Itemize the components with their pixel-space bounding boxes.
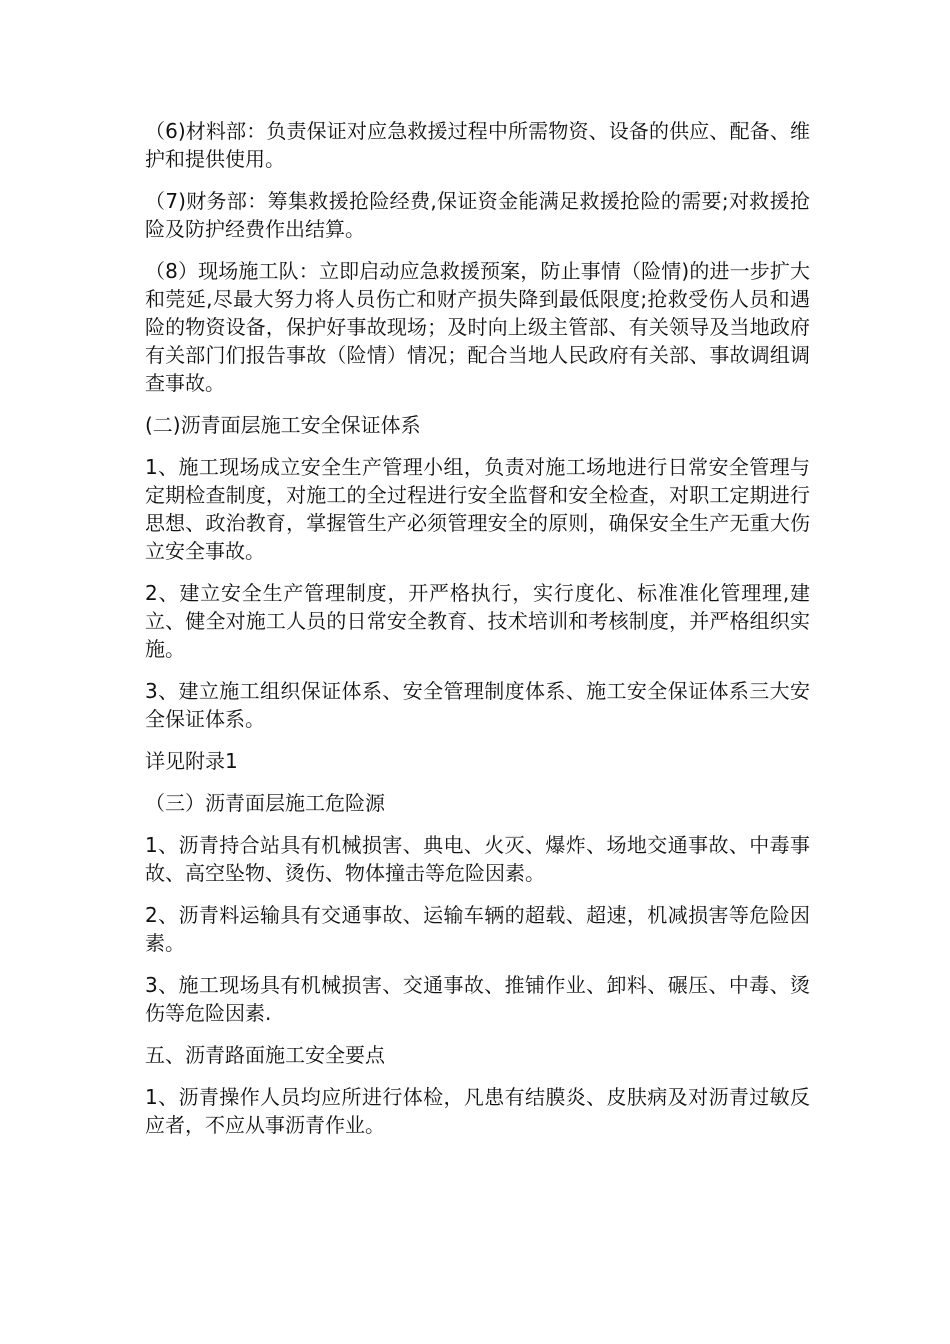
paragraph-materials-dept: （6)材料部：负责保证对应急救援过程中所需物资、设备的供应、配备、维护和提供使用。 [145, 119, 810, 171]
paragraph-hazard-site: 3、施工现场具有机械损害、交通事故、推铺作业、卸料、碾压、中毒、烫伤等危险因素. [145, 973, 810, 1025]
paragraph-three-systems: 3、建立施工组织保证体系、安全管理制度体系、施工安全保证体系三大安全保证体系。 [145, 679, 810, 731]
paragraph-site-team: （8）现场施工队：立即启动应急救援预案，防止事情（险情)的进一步扩大和莞延,尽最大努力将人员伤亡和财产损失降到最低限度;抢救受伤人员和遇险的物资设备，保护好事故现场；及时向上级主管部、有关领导及当地政府有关部门们报告事故（险情）情况；配合当地人民政府有关部、事故调组调查事故。 [145, 259, 810, 395]
paragraph-health-check: 1、沥青操作人员均应所进行体检，凡患有结膜炎、皮肤病及对沥青过敏反应者，不应从事沥青作业。 [145, 1085, 810, 1137]
paragraph-safety-group: 1、施工现场成立安全生产管理小组，负责对施工场地进行日常安全管理与定期检查制度，对施工的全过程进行安全监督和安全检查，对职工定期进行思想、政治教育，掌握管生产必须管理安全的原则，确保安全生产无重大伤立安全事故。 [145, 455, 810, 563]
section-heading-hazards: （三）沥青面层施工危险源 [145, 791, 385, 815]
paragraph-appendix-ref: 详见附录1 [145, 749, 238, 773]
paragraph-safety-rules: 2、建立安全生产管理制度，开严格执行，实行度化、标准准化管理理,建立、健全对施工人员的日常安全教育、技术培训和考核制度，并严格组织实施。 [145, 581, 810, 661]
document-body [145, 117, 810, 1153]
paragraph-hazard-mixing-station: 1、沥青持合站具有机械损害、典电、火灭、爆炸、场地交通事故、中毒事故、高空坠物、烫伤、物体撞击等危险因素。 [145, 833, 810, 885]
paragraph-finance-dept: （7)财务部：筹集救援抢险经费,保证资金能满足救援抢险的需要;对救援抢险及防护经费作出结算。 [145, 189, 810, 241]
section-heading-safety-system: (二)沥青面层施工安全保证体系 [145, 413, 421, 437]
paragraph-hazard-transport: 2、沥青料运输具有交通事故、运输车辆的超载、超速，机减损害等危险因素。 [145, 903, 810, 955]
section-heading-safety-points: 五、沥青路面施工安全要点 [145, 1043, 385, 1067]
